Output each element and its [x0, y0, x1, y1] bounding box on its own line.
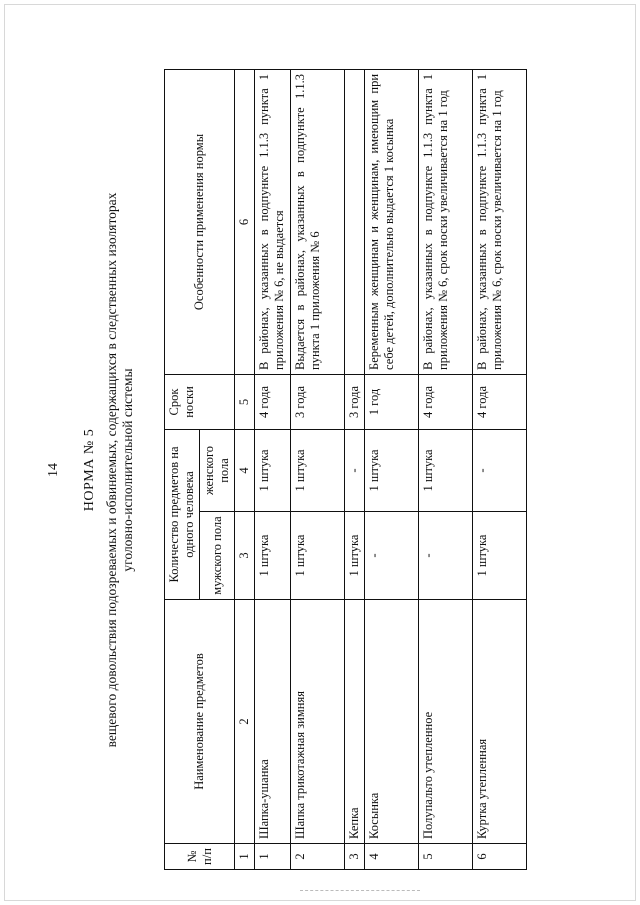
table-row: [345, 69, 365, 869]
row-term: 4 года: [473, 374, 527, 429]
header-qty: Количество предметов на одного человека: [165, 429, 200, 599]
header-term: Срок носки: [165, 374, 235, 429]
page-number: 14: [46, 463, 61, 477]
norm-subtitle-line2: уголовно-исполнительной системы: [120, 368, 135, 572]
row-notes: Выдается в районах, указанных в подпункте 1.1.3 пункта 1 приложения № 6: [291, 69, 345, 374]
row-female: 1 штука: [291, 429, 345, 511]
row-notes: В районах, указанных в подпункте 1.1.3 пункта 1 приложения № 6, срок носки увеличивается на 1 год: [419, 69, 473, 374]
norm-subtitle-line1: вещевого довольствия подозреваемых и обвиняемых, содержащихся в следственных изоляторах: [104, 192, 119, 748]
row-female: 1 штука: [365, 429, 419, 511]
table-row: [473, 69, 527, 869]
row-female: -: [345, 429, 365, 511]
row-name: Кепка: [345, 600, 365, 844]
column-number: 6: [235, 69, 255, 374]
column-number: 1: [235, 844, 255, 870]
row-notes: В районах, указанных в подпункте 1.1.3 пункта 1 приложения № 6, срок носки увеличивается на 1 год: [473, 69, 527, 374]
row-name: Полупальто утепленное: [419, 600, 473, 844]
row-male: -: [419, 512, 473, 600]
table-header-row: [165, 69, 200, 869]
row-male: 1 штука: [345, 512, 365, 600]
row-female: -: [473, 429, 527, 511]
table-row: [255, 69, 291, 869]
header-num: № п/п: [165, 844, 235, 870]
row-name: Шапка трикотажная зимняя: [291, 600, 345, 844]
row-num: 1: [255, 844, 291, 870]
row-term: 3 года: [345, 374, 365, 429]
header-male: мужского пола: [200, 512, 235, 600]
row-female: 1 штука: [419, 429, 473, 511]
table-row: [419, 69, 473, 869]
column-number: 5: [235, 374, 255, 429]
row-num: 6: [473, 844, 527, 870]
table-row: [365, 69, 419, 869]
column-number-row: [235, 69, 255, 869]
row-num: 5: [419, 844, 473, 870]
row-num: 3: [345, 844, 365, 870]
row-female: 1 штука: [255, 429, 291, 511]
row-name: Косынка: [365, 600, 419, 844]
header-female: женского пола: [200, 429, 235, 511]
column-number: 2: [235, 600, 255, 844]
column-number: 4: [235, 429, 255, 511]
row-notes: Беременным женщинам и женщинам, имеющим при себе детей, дополнительно выдается 1 косынка: [365, 69, 419, 374]
row-name: Шапка-ушанка: [255, 600, 291, 844]
rotated-page-content: [46, 70, 550, 870]
heading: [46, 70, 136, 870]
row-name: Куртка утепленная: [473, 600, 527, 844]
row-term: 4 года: [255, 374, 291, 429]
row-male: 1 штука: [291, 512, 345, 600]
header-notes: Особенности применения нормы: [165, 69, 235, 374]
row-num: 2: [291, 844, 345, 870]
row-term: 1 год: [365, 374, 419, 429]
column-number: 3: [235, 512, 255, 600]
row-male: 1 штука: [255, 512, 291, 600]
norm-title: НОРМА № 5: [82, 428, 97, 512]
row-male: -: [365, 512, 419, 600]
row-term: 3 года: [291, 374, 345, 429]
row-term: 4 года: [419, 374, 473, 429]
row-notes: [345, 69, 365, 374]
norm-table: [164, 69, 527, 870]
row-num: 4: [365, 844, 419, 870]
row-notes: В районах, указанных в подпункте 1.1.3 пункта 1 приложения № 6, не выдается: [255, 69, 291, 374]
header-name: Наименование предметов: [165, 600, 235, 844]
row-male: 1 штука: [473, 512, 527, 600]
scan-artifact-line: [300, 890, 420, 892]
table-row: [291, 69, 345, 869]
